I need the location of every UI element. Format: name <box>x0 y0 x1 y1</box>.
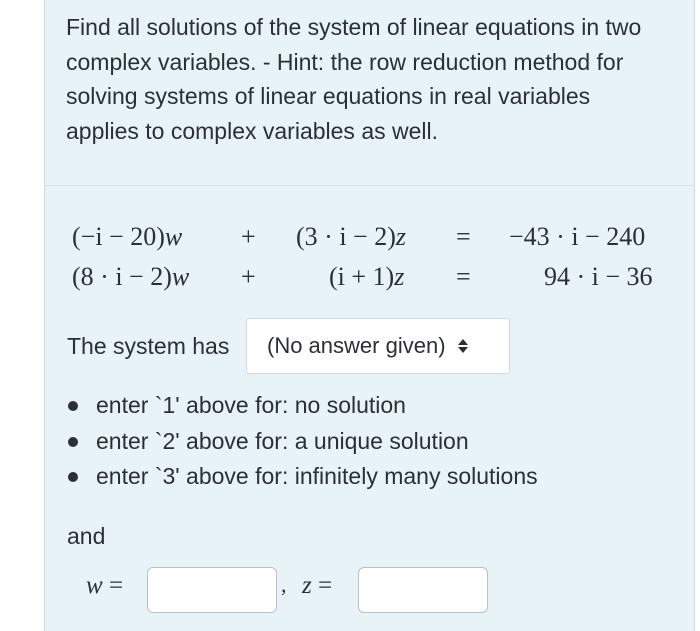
list-item: enter `3' above for: infinitely many solutions <box>64 459 538 495</box>
eq1-coef-w: (−i − 20)w <box>72 222 183 251</box>
eq1-plus: + <box>241 222 256 251</box>
list-item: enter `2' above for: a unique solution <box>64 424 538 460</box>
eq2-var-z: z <box>394 262 405 291</box>
select-value: (No answer given) <box>267 333 446 358</box>
eq1-rhs: −43 · i − 240 <box>509 222 646 251</box>
eq1-var-w: w <box>164 222 183 251</box>
eq2-coef-z: (i + 1)z <box>329 262 405 291</box>
w-answer-label: w = <box>86 572 124 599</box>
z-answer-input[interactable] <box>358 567 488 613</box>
and-label: and <box>67 523 106 549</box>
list-item: enter `1' above for: no solution <box>64 388 538 424</box>
z-answer-label: z = <box>302 572 333 599</box>
eq2-plus: + <box>241 262 256 291</box>
problem-prompt: Find all solutions of the system of linear equations in two complex variables. - Hint: the row reduction method for solving systems of linear equations in real variables applies to complex variables as well. <box>66 14 642 144</box>
w-answer-input[interactable] <box>147 567 277 613</box>
eq2-var-w: w <box>171 262 190 291</box>
eq2-rhs: 94 · i − 36 <box>544 262 653 291</box>
select-arrows-icon <box>458 339 468 353</box>
option-list <box>64 388 538 495</box>
eq1-var-z: z <box>395 222 406 251</box>
solution-count-select[interactable] <box>246 318 510 374</box>
answer-separator: , <box>281 572 287 597</box>
divider <box>44 185 695 186</box>
eq2-coef-w: (8 · i − 2)w <box>72 262 190 291</box>
eq1-equals: = <box>456 222 471 251</box>
system-has-label: The system has <box>67 333 230 359</box>
eq2-equals: = <box>456 262 471 291</box>
eq1-coef-z: (3 · i − 2)z <box>296 222 406 251</box>
